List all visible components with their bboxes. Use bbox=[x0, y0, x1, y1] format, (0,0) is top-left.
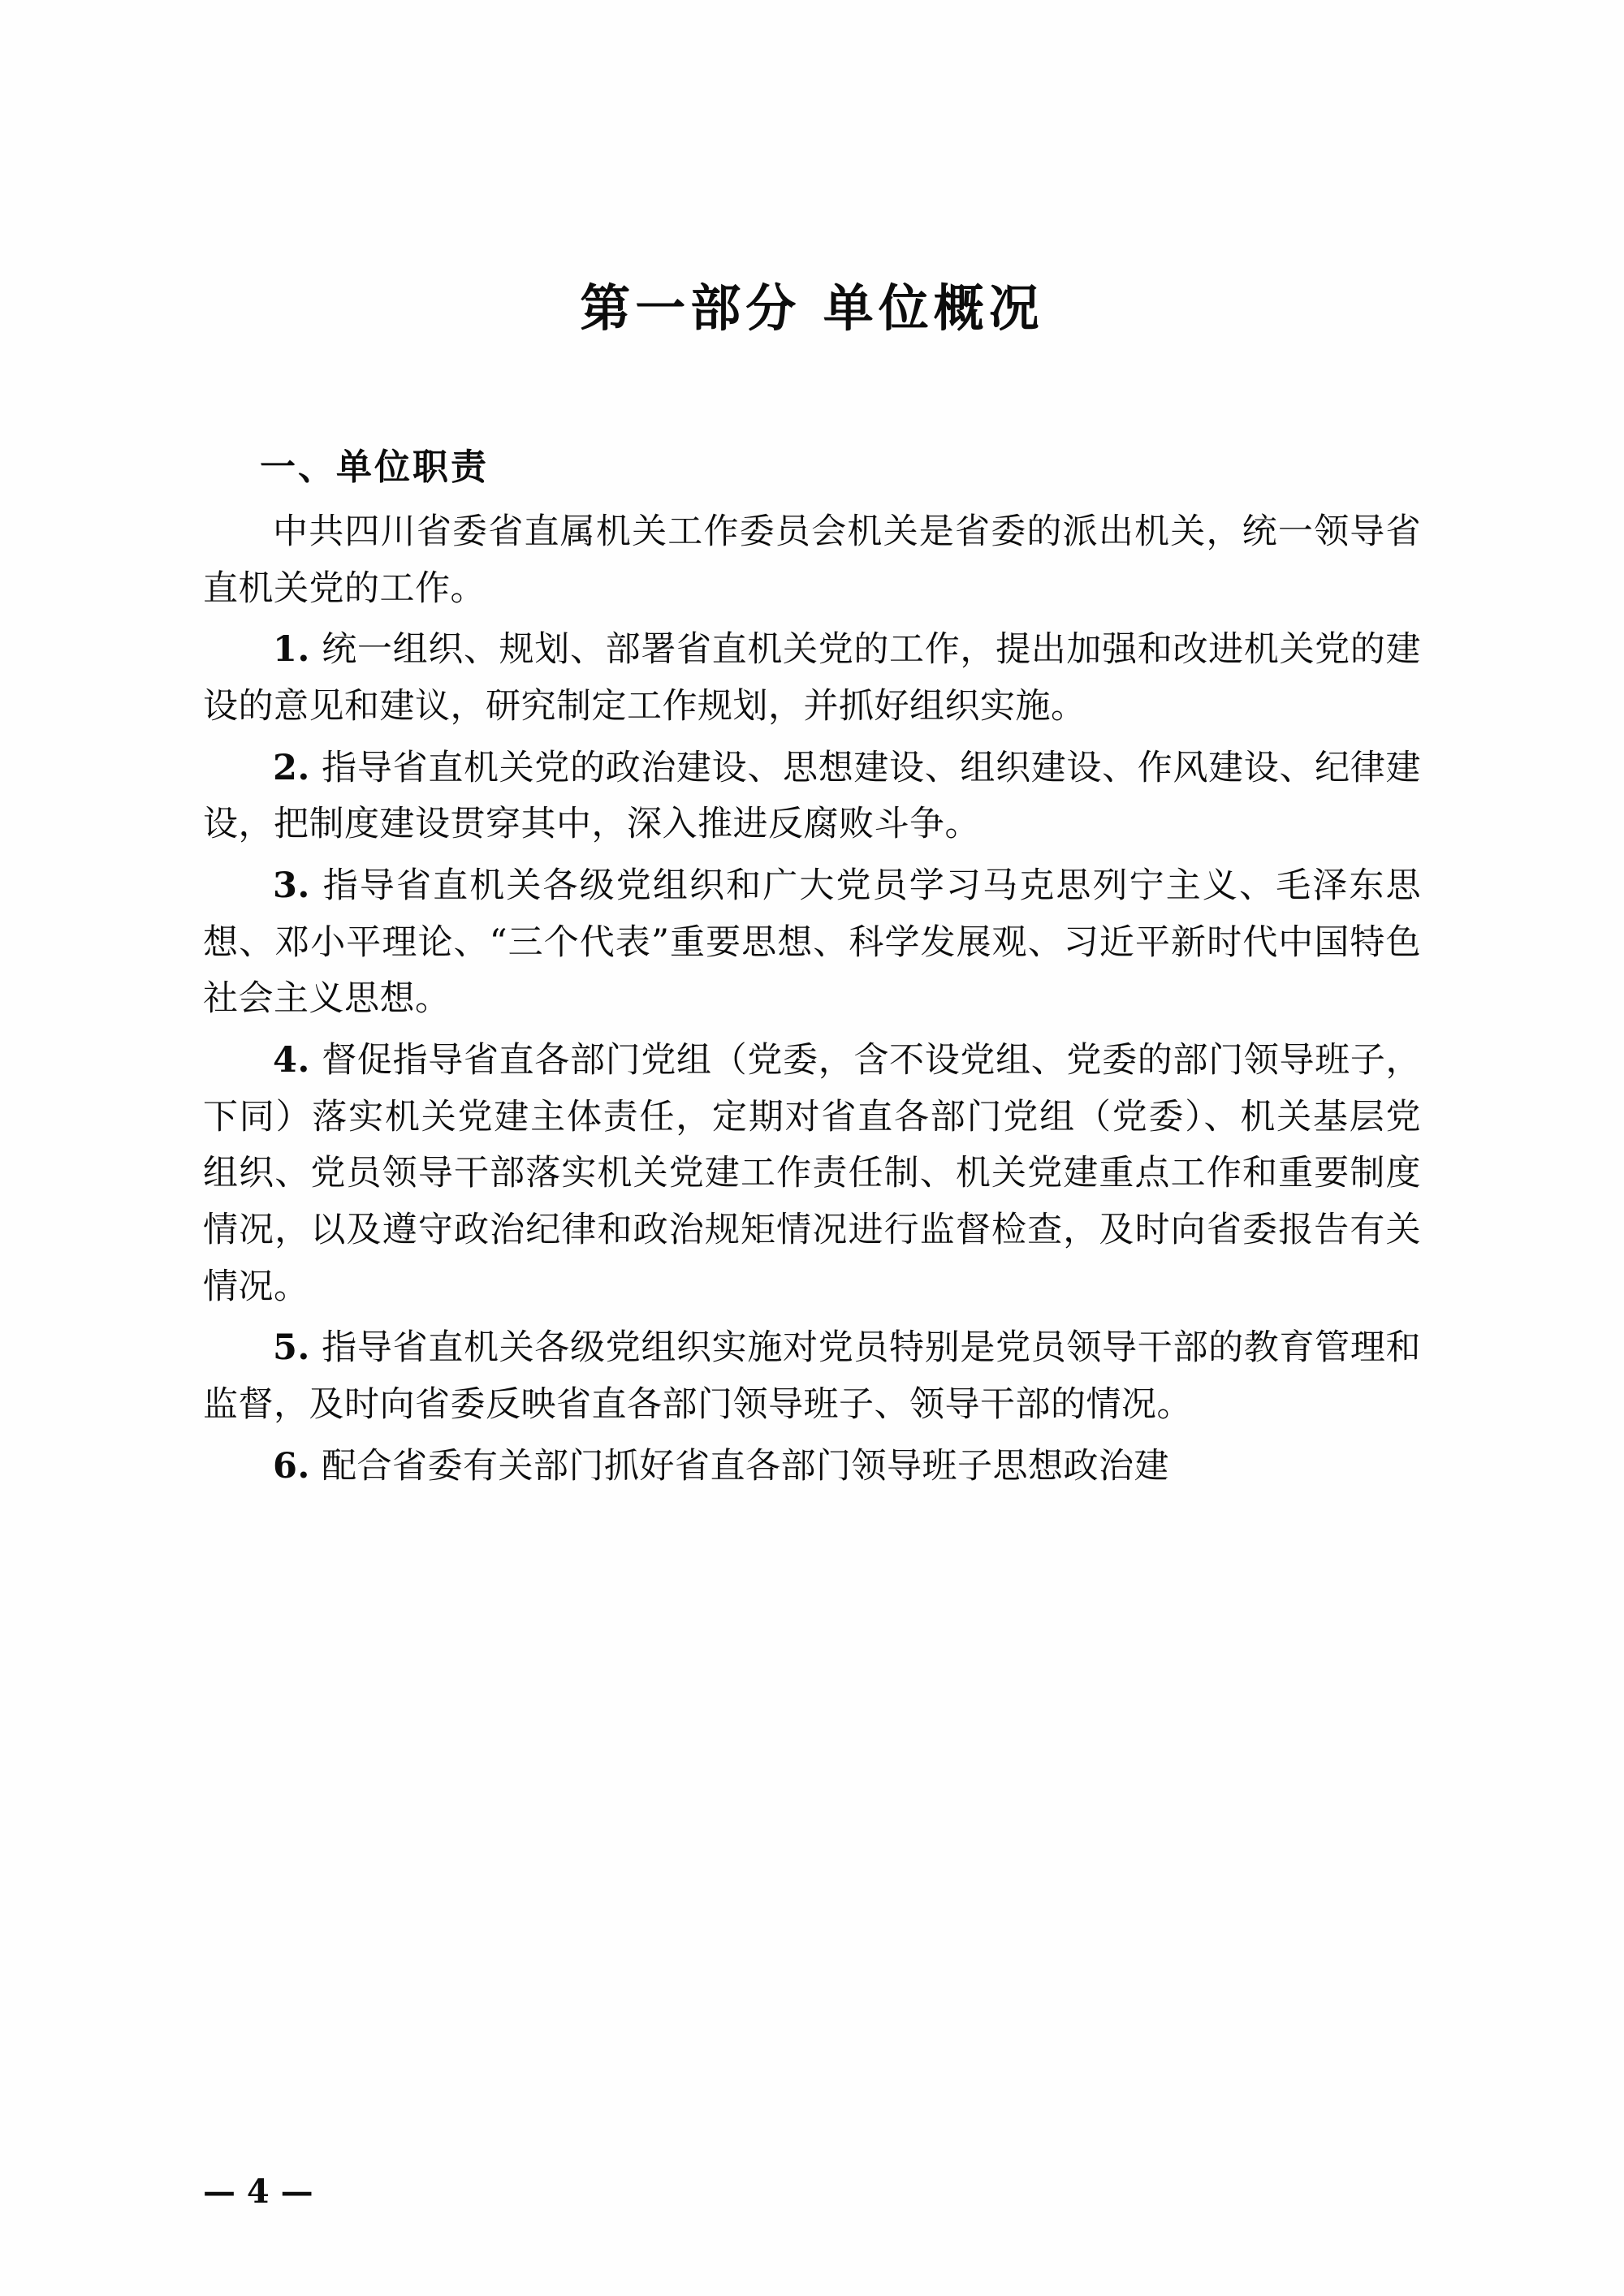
page-content bbox=[203, 268, 1421, 1500]
paragraph-item-1 bbox=[203, 622, 1421, 735]
paragraph-item-4 bbox=[203, 1033, 1421, 1315]
paragraph-number: 3. bbox=[273, 865, 310, 906]
paragraph-text: 指导省直机关各级党组织实施对党员特别是党员领导干部的教育管理和监督，及时向省委反映省直各部门领导班子、领导干部的情况。 bbox=[203, 1327, 1422, 1425]
paragraph-text: 指导省直机关各级党组织和广大党员学习马克思列宁主义、毛泽东思想、邓小平理论、“三个代表”重要思想、科学发展观、习近平新时代中国特色社会主义思想。 bbox=[203, 865, 1422, 1020]
paragraph-text: 指导省直机关党的政治建设、思想建设、组织建设、作风建设、纪律建设，把制度建设贯穿其中，深入推进反腐败斗争。 bbox=[203, 747, 1422, 845]
paragraph-number: 4. bbox=[273, 1039, 310, 1081]
paragraph-number: 6. bbox=[273, 1445, 310, 1487]
paragraph-text: 统一组织、规划、部署省直机关党的工作，提出加强和改进机关党的建设的意见和建议，研究制定工作规划，并抓好组织实施。 bbox=[203, 629, 1422, 727]
paragraph-intro bbox=[203, 504, 1421, 617]
paragraph-number: 1. bbox=[273, 629, 310, 671]
section-heading: 一、单位职责 bbox=[260, 447, 489, 488]
paragraph-text: 中共四川省委省直属机关工作委员会机关是省委的派出机关，统一领导省直机关党的工作。 bbox=[203, 511, 1421, 609]
page-footer bbox=[203, 2173, 1421, 2211]
page-title: 第一部分 单位概况 bbox=[580, 278, 1044, 338]
paragraph-number: 5. bbox=[273, 1327, 310, 1369]
paragraph-text: 督促指导省直各部门党组（党委，含不设党组、党委的部门领导班子，下同）落实机关党建主体责任，定期对省直各部门党组（党委）、机关基层党组织、党员领导干部落实机关党建工作责任制、机关党建重点工作和重要制度情况，以及遵守政治纪律和政治规矩情况进行监督检查，及时向省委报告有关情况。 bbox=[203, 1039, 1422, 1307]
paragraph-item-6 bbox=[203, 1439, 1421, 1495]
page-number: — 4 — bbox=[203, 2173, 313, 2211]
paragraph-item-5 bbox=[203, 1320, 1421, 1433]
paragraph-number: 2. bbox=[273, 747, 310, 788]
paragraph-item-3 bbox=[203, 858, 1421, 1028]
paragraph-item-2 bbox=[203, 740, 1421, 853]
paragraph-text: 配合省委有关部门抓好省直各部门领导班子思想政治建 bbox=[322, 1445, 1170, 1487]
